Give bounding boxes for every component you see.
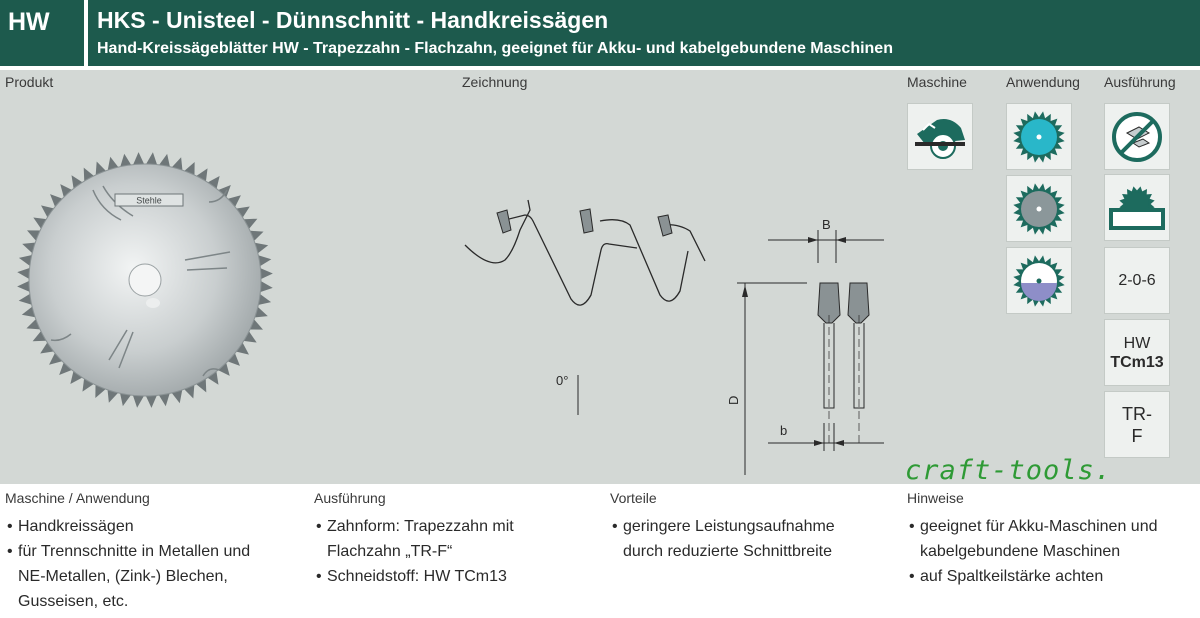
list-item: kabelgebundene Maschinen	[920, 543, 1121, 560]
cyan-blade-icon	[1006, 103, 1072, 170]
dim-D-label: D	[726, 395, 741, 405]
header-bar	[0, 0, 1200, 66]
list-item: • Handkreissägen	[5, 514, 300, 539]
tooth-shape-line2: F	[1131, 425, 1143, 446]
footer-col-ausfuehrung	[314, 490, 609, 589]
label-zeichnung: Zeichnung	[462, 74, 528, 90]
category-code: HW	[8, 8, 50, 36]
blade-section-views	[818, 283, 869, 445]
footer-col-maschine	[5, 490, 300, 614]
label-anwendung: Anwendung	[1006, 74, 1080, 90]
dim-b-label: b	[780, 423, 788, 438]
material-line2: TCm13	[1110, 353, 1164, 371]
list-item: • geringere Leistungsaufnahme	[610, 514, 905, 539]
page-title: HKS - Unisteel - Dünnschnitt - Handkreissägen	[97, 7, 609, 33]
saw-table-icon	[1104, 174, 1170, 241]
tooth-code: 2-0-6	[1118, 272, 1156, 289]
footer-heading-ausfuehrung: Ausführung	[314, 490, 386, 506]
list-item: Flachzahn „TR-F“	[327, 543, 453, 560]
list-item: • Schneidstoff: HW TCm13	[314, 564, 609, 589]
angle-label: 0°	[556, 373, 569, 388]
technical-drawing	[450, 145, 900, 485]
brand-logo: craft-tools.	[905, 455, 1113, 486]
footer-heading-maschine: Maschine / Anwendung	[5, 490, 150, 506]
info-footer	[0, 486, 1200, 618]
tooth-shape-box	[1104, 391, 1170, 458]
circular-saw-machine-icon	[907, 103, 973, 170]
footer-heading-vorteile: Vorteile	[610, 490, 657, 506]
grey-blade-icon	[1006, 175, 1072, 242]
list-item: • für Trennschnitte in Metallen und	[5, 539, 300, 564]
label-ausfuehrung: Ausführung	[1104, 74, 1176, 90]
list-item: • auf Spaltkeilstärke achten	[907, 564, 1200, 589]
list-item: NE-Metallen, (Zink-) Blechen,	[18, 568, 228, 585]
footer-col-hinweise	[907, 490, 1200, 589]
arbor-hole	[129, 264, 161, 296]
half-blade-icon	[1006, 247, 1072, 314]
brand-label-text: Stehle	[136, 195, 162, 206]
dimension-B	[768, 217, 884, 263]
footer-col-vorteile	[610, 490, 905, 564]
list-item: durch reduzierte Schnittbreite	[623, 543, 832, 560]
product-panel	[0, 70, 1200, 484]
footer-heading-hinweise: Hinweise	[907, 490, 964, 506]
tooth-shape-line1: TR-	[1122, 403, 1152, 424]
header-divider	[84, 0, 88, 66]
list-item: • geeignet für Akku-Maschinen und	[907, 514, 1200, 539]
tooth-code-box	[1104, 247, 1170, 314]
dimension-D	[726, 283, 807, 475]
list-item: • Zahnform: Trapezzahn mit	[314, 514, 609, 539]
label-maschine: Maschine	[907, 74, 967, 90]
list-item: Gusseisen, etc.	[18, 593, 129, 610]
material-box	[1104, 319, 1170, 386]
pin-hole	[146, 298, 160, 308]
no-wood-plastic-icon	[1104, 103, 1170, 170]
saw-blade-image	[15, 130, 275, 430]
dimension-b	[768, 423, 884, 451]
dim-B-label: B	[822, 217, 831, 232]
material-line1: HW	[1123, 334, 1151, 352]
page-subtitle: Hand-Kreissägeblätter HW - Trapezzahn - Flachzahn, geeignet für Akku- und kabelgebundene Maschinen	[97, 40, 893, 57]
label-produkt: Produkt	[5, 74, 54, 90]
